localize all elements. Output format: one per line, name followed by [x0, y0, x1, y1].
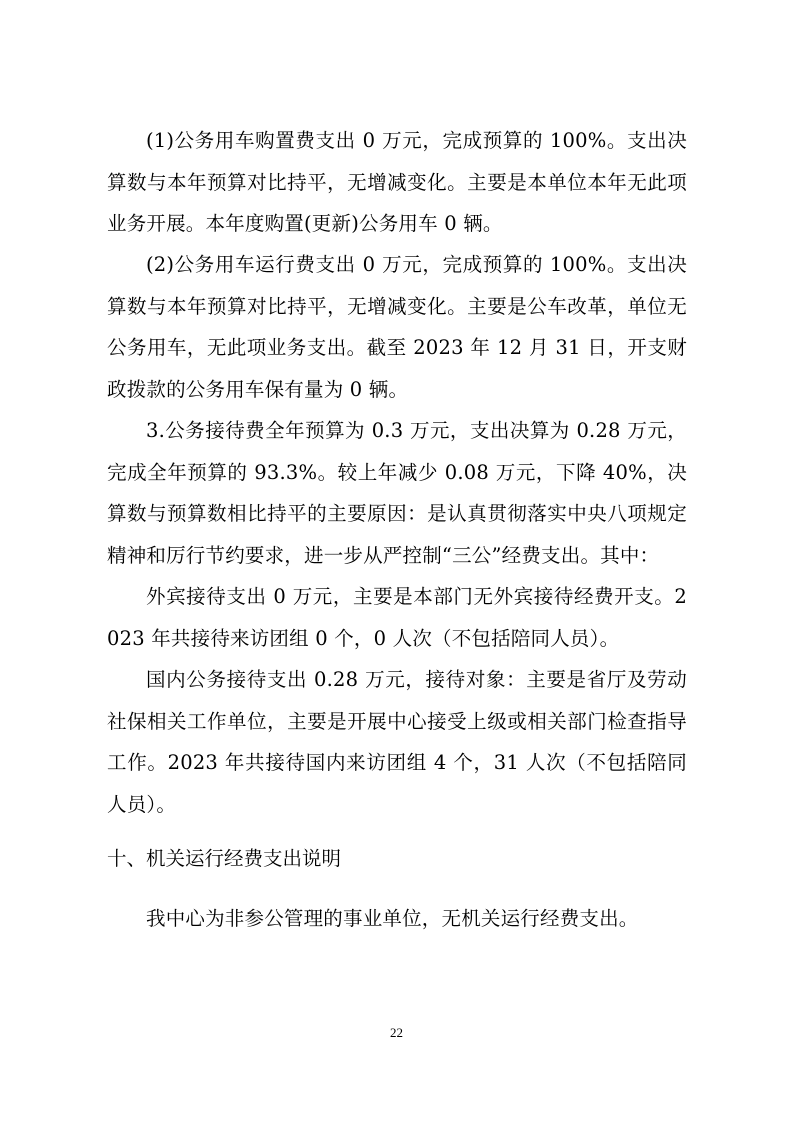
- page-number: 22: [390, 1025, 403, 1040]
- paragraph-operating-expense: 我中心为非参公管理的事业单位，无机关运行经费支出。: [146, 907, 639, 930]
- paragraph-vehicle-operation: (2)公务用车运行费支出 0 万元，完成预算的 100%。支出决算数与本年预算对比持平，无增减变化。主要是公车改革，单位无公务用车，无此项业务支出。截至 2023 年 12 月 31 日，开支财政拨款的公务用车保有量为 0 辆。: [107, 253, 687, 401]
- paragraph-foreign-reception: 外宾接待支出 0 万元，主要是本部门无外宾接待经费开支。2023 年共接待来访团组 0 个，0 人次（不包括陪同人员）。: [107, 585, 687, 650]
- paragraph-domestic-reception: 国内公务接待支出 0.28 万元，接待对象：主要是省厅及劳动社保相关工作单位，主要是开展中心接受上级或相关部门检查指导工作。2023 年共接待国内来访团组 4 个，31 人次（不包括陪同人员）。: [107, 668, 687, 816]
- section-heading-10: 十、机关运行经费支出说明: [107, 847, 342, 870]
- paragraph-reception-budget: 3.公务接待费全年预算为 0.3 万元，支出决算为 0.28 万元，完成全年预算的 93.3%。较上年减少 0.08 万元，下降 40%，决算数与预算数相比持平的主要原因：是认真贯彻落实中央八项规定精神和厉行节约要求，进一步从严控制“三公”经费支出。其中：: [107, 419, 687, 567]
- paragraph-vehicle-purchase: (1)公务用车购置费支出 0 万元，完成预算的 100%。支出决算数与本年预算对比持平，无增减变化。主要是本单位本年无此项业务开展。本年度购置(更新)公务用车 0 辆。: [107, 129, 687, 235]
